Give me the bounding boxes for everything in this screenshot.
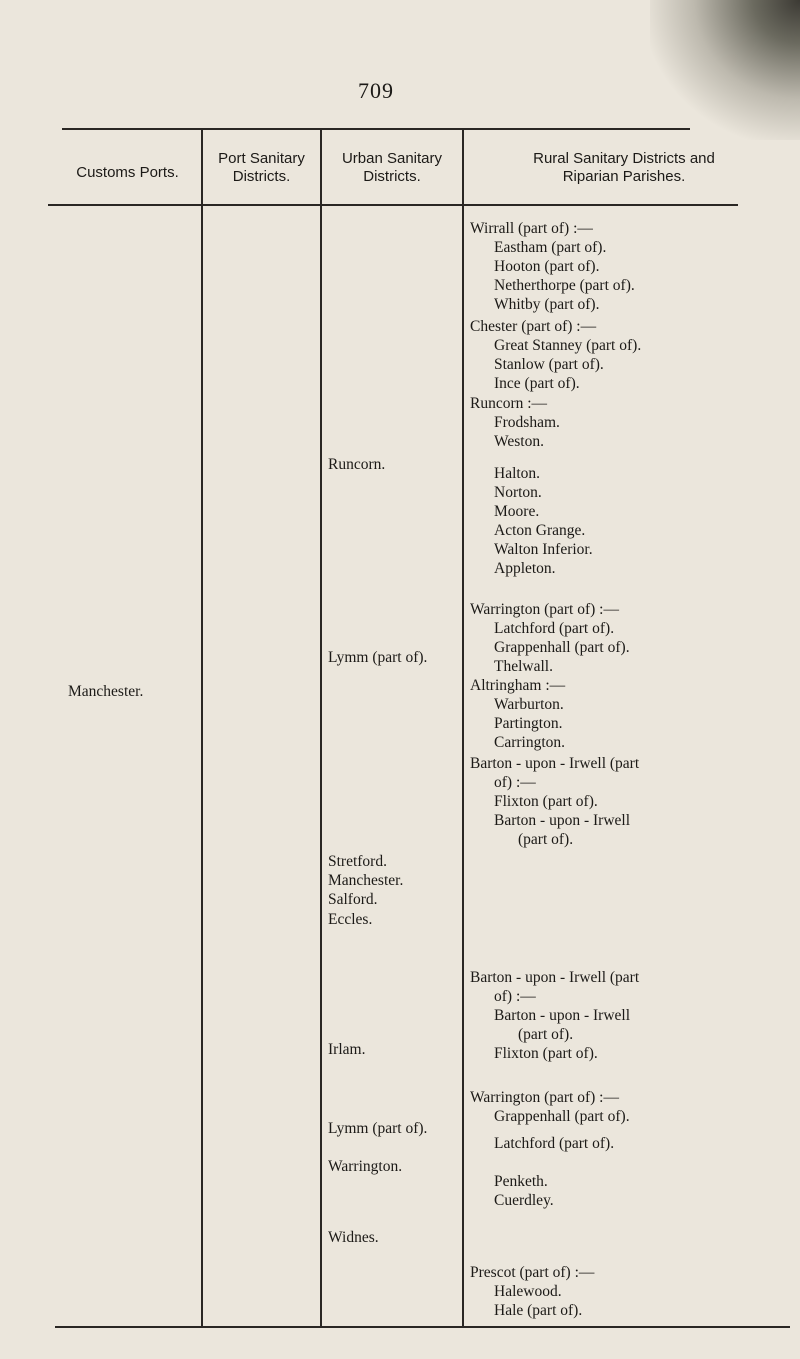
customs-port-manchester: Manchester. bbox=[68, 683, 144, 700]
rural-parish: Whitby (part of). bbox=[494, 296, 600, 313]
rural-parish: Netherthorpe (part of). bbox=[494, 277, 635, 294]
header-customs-ports: Customs Ports. bbox=[76, 164, 179, 181]
rural-parish: Grappenhall (part of). bbox=[494, 1108, 630, 1125]
rural-parish: Barton - upon - Irwell bbox=[494, 1007, 631, 1024]
header-rule bbox=[48, 204, 738, 206]
rural-group-warrington-2-continued bbox=[470, 1172, 554, 1210]
rural-group-title: Wirrall (part of) :— bbox=[470, 220, 593, 237]
rural-group-runcorn-continued bbox=[470, 464, 593, 578]
rural-parish: Stanlow (part of). bbox=[494, 356, 604, 373]
rural-parish: Eastham (part of). bbox=[494, 239, 607, 256]
rural-group-title-continued: of) :— bbox=[494, 988, 536, 1005]
rural-parish: Thelwall. bbox=[494, 658, 553, 675]
rural-parish: (part of). bbox=[518, 1026, 574, 1043]
rural-group-title: Chester (part of) :— bbox=[470, 318, 597, 335]
rural-parish: Latchford (part of). bbox=[494, 620, 615, 637]
rural-group-warrington-2 bbox=[470, 1088, 630, 1126]
rural-group-title: Altringham :— bbox=[470, 677, 566, 694]
urban-lymm-2: Lymm (part of). bbox=[328, 1120, 428, 1137]
urban-widnes: Widnes. bbox=[328, 1229, 379, 1246]
rural-parish: Barton - upon - Irwell bbox=[494, 812, 631, 829]
rural-parish: Flixton (part of). bbox=[494, 793, 598, 810]
header-urban-sanitary: Urban Sanitary Districts. bbox=[341, 150, 443, 185]
rural-group-warrington-1 bbox=[470, 600, 630, 676]
header-port-sanitary: Port Sanitary Districts. bbox=[218, 150, 305, 185]
rural-parish: Cuerdley. bbox=[494, 1192, 554, 1209]
rural-group-warrington-2-continued bbox=[470, 1134, 614, 1153]
rural-group-wirrall bbox=[470, 219, 635, 314]
header-rural-sanitary: Rural Sanitary Districts and Riparian Parishes. bbox=[533, 150, 715, 185]
rural-parish: Norton. bbox=[494, 484, 542, 501]
rural-group-chester bbox=[470, 317, 641, 393]
rural-parish: Great Stanney (part of). bbox=[494, 337, 642, 354]
rural-parish: Appleton. bbox=[494, 560, 556, 577]
rural-group-runcorn bbox=[470, 394, 560, 451]
urban-warrington: Warrington. bbox=[328, 1158, 403, 1175]
rural-parish: Hale (part of). bbox=[494, 1302, 583, 1319]
urban-runcorn: Runcorn. bbox=[328, 456, 386, 473]
rural-group-title: Barton - upon - Irwell (part bbox=[470, 969, 640, 986]
rural-group-title: Prescot (part of) :— bbox=[470, 1264, 595, 1281]
rural-group-title: Barton - upon - Irwell (part bbox=[470, 755, 640, 772]
rural-parish: Penketh. bbox=[494, 1173, 548, 1190]
rural-parish: Flixton (part of). bbox=[494, 1045, 598, 1062]
rural-parish: Hooton (part of). bbox=[494, 258, 600, 275]
column-divider-2 bbox=[320, 130, 322, 1326]
urban-stretford: Stretford. bbox=[328, 853, 387, 870]
rural-parish: (part of). bbox=[518, 831, 574, 848]
rural-parish: Latchford (part of). bbox=[494, 1135, 615, 1152]
column-divider-1 bbox=[201, 130, 203, 1326]
rural-group-title: Runcorn :— bbox=[470, 395, 548, 412]
rural-parish: Ince (part of). bbox=[494, 375, 580, 392]
rural-parish: Halewood. bbox=[494, 1283, 562, 1300]
rural-parish: Frodsham. bbox=[494, 414, 560, 431]
rural-parish: Acton Grange. bbox=[494, 522, 586, 539]
rural-parish: Weston. bbox=[494, 433, 544, 450]
rural-parish: Halton. bbox=[494, 465, 541, 482]
urban-lymm-1: Lymm (part of). bbox=[328, 649, 428, 666]
table-bottom-rule bbox=[55, 1326, 790, 1328]
table-top-rule bbox=[62, 128, 690, 130]
rural-parish: Grappenhall (part of). bbox=[494, 639, 630, 656]
rural-group-barton-1 bbox=[470, 754, 639, 849]
rural-group-altringham bbox=[470, 676, 565, 752]
rural-parish: Warburton. bbox=[494, 696, 564, 713]
rural-group-barton-2 bbox=[470, 968, 639, 1063]
urban-irlam: Irlam. bbox=[328, 1041, 366, 1058]
rural-parish: Moore. bbox=[494, 503, 540, 520]
rural-parish: Carrington. bbox=[494, 734, 566, 751]
urban-manchester: Manchester. bbox=[328, 872, 404, 889]
rural-parish: Walton Inferior. bbox=[494, 541, 593, 558]
rural-group-prescot bbox=[470, 1263, 594, 1320]
rural-group-title: Warrington (part of) :— bbox=[470, 1089, 619, 1106]
page-corner-shadow bbox=[650, 0, 800, 140]
rural-group-title-continued: of) :— bbox=[494, 774, 536, 791]
urban-salford: Salford. bbox=[328, 891, 378, 908]
column-divider-3 bbox=[462, 130, 464, 1326]
rural-group-title: Warrington (part of) :— bbox=[470, 601, 619, 618]
rural-parish: Partington. bbox=[494, 715, 563, 732]
page-number: 709 bbox=[358, 78, 394, 103]
urban-eccles: Eccles. bbox=[328, 911, 373, 928]
